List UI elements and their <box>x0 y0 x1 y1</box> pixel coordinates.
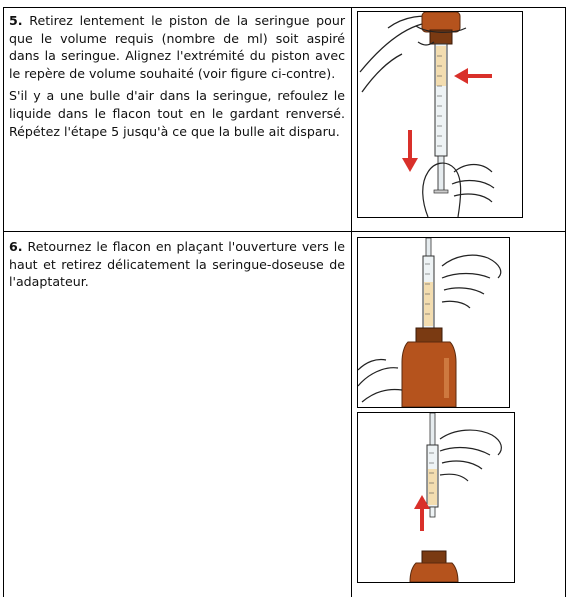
step-6-number: 6. <box>9 239 23 254</box>
bottle-upright-drawing <box>358 238 509 407</box>
syringe-withdraw-plunger-drawing <box>358 12 522 217</box>
step-5-text <box>9 12 345 145</box>
pointer-arrow <box>454 68 492 84</box>
upper-hand-outline <box>440 430 501 481</box>
syringe-liquid <box>428 469 437 505</box>
syringe-plunger <box>426 238 431 256</box>
bottle-neck <box>422 551 446 563</box>
syringe-plunger <box>438 156 444 192</box>
bottle-neck <box>416 328 442 342</box>
step-6-instruction: Retournez le flacon en plaçant l'ouverture vers le haut et retirez délicatement la seringue-doseuse de l'adaptateur. <box>9 239 345 290</box>
down-arrow <box>402 130 418 172</box>
table-left-border <box>3 7 4 597</box>
step-5-number: 5. <box>9 13 23 28</box>
row-divider <box>3 231 566 232</box>
plunger-flange <box>434 190 448 193</box>
step-6-paragraph-1 <box>9 238 345 291</box>
upper-hand-outline <box>442 255 501 308</box>
step-6-text <box>9 238 345 296</box>
table-top-border <box>3 7 566 8</box>
syringe-removal-drawing <box>358 413 514 582</box>
bottle-highlight <box>444 358 449 398</box>
table-right-border <box>565 7 566 597</box>
step-5-paragraph-1 <box>9 12 345 82</box>
syringe-removal-illustration <box>357 412 515 583</box>
syringe-withdraw-plunger-illustration <box>357 11 523 218</box>
syringe-tip <box>430 507 435 517</box>
syringe-plunger <box>430 413 435 445</box>
step-5-paragraph-2: S'il y a une bulle d'air dans la seringue, refoulez le liquide dans le flacon tout en le gardant renversé. Répétez l'étape 5 jusqu'à ce que la bulle ait disparu. <box>9 88 345 139</box>
bottle-body <box>422 12 460 32</box>
lower-hand-outline <box>423 163 494 217</box>
bottle-upright-syringe-illustration <box>357 237 510 408</box>
column-divider <box>351 7 352 597</box>
lower-hand-outline <box>358 359 402 402</box>
bottle-body <box>410 563 458 582</box>
step-5-instruction: Retirez lentement le piston de la seringue pour que le volume requis (nombre de ml) soit aspiré dans la seringue. Alignez l'extrémité du piston avec le repère de volume souhaité (voir figure ci-contre). <box>9 13 346 81</box>
